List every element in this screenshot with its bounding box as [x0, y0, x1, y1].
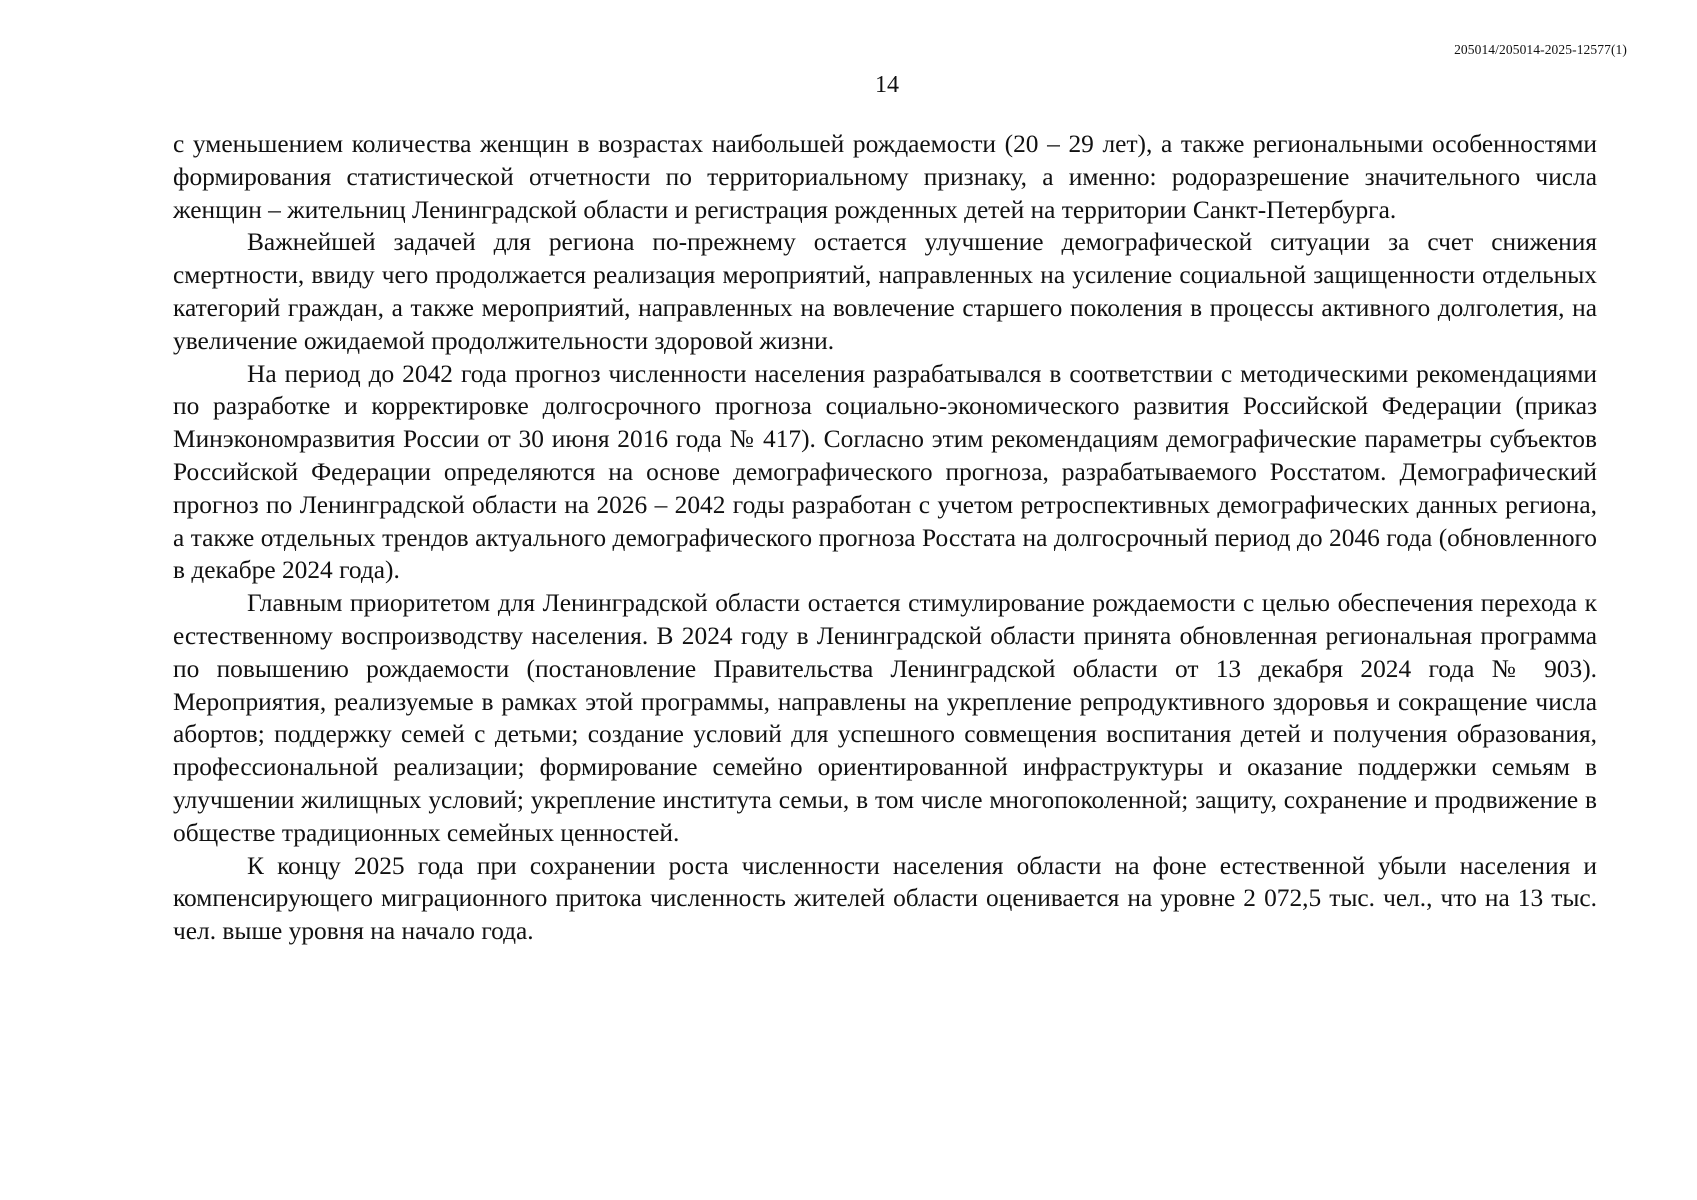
- document-body: [173, 128, 1597, 948]
- page-number: 14: [875, 72, 899, 98]
- paragraph-population-forecast: На период до 2042 года прогноз численности населения разрабатывался в соответствии с методическими рекомендациями по разработке и корректировке долгосрочного прогноза социально-экономического развития Российской Федерации (приказ Минэкономразвития России от 30 июня 2016 года № 417). Согласно этим рекомендациям демографические параметры субъектов Российской Федерации определяются на основе демографического прогноза, разрабатываемого Росстатом. Демографический прогноз по Ленинградской области на 2026 – 2042 годы разработан с учетом ретроспективных демографических данных региона, а также отдельных трендов актуального демографического прогноза Росстата на долгосрочный период до 2046 года (обновленного в декабре 2024 года).: [173, 359, 1597, 585]
- paragraph-continuation: с уменьшением количества женщин в возрастах наибольшей рождаемости (20 – 29 лет), а также региональными особенностями формирования статистической отчетности по территориальному признаку, а именно: родоразрешение значительного числа женщин – жительниц Ленинградской области и регистрация рожденных детей на территории Санкт-Петербурга.: [173, 130, 1597, 224]
- document-id: 205014/205014-2025-12577(1): [1454, 42, 1627, 57]
- paragraph-birth-rate-priority: Главным приоритетом для Ленинградской области остается стимулирование рождаемости с целью обеспечения перехода к естественному воспроизводству населения. В 2024 году в Ленинградской области принята обновленная региональная программа по повышению рождаемости (постановление Правительства Ленинградской области от 13 декабря 2024 года № 903). Мероприятия, реализуемые в рамках этой программы, направлены на укрепление репродуктивного здоровья и сокращение числа абортов; поддержку семей с детьми; создание условий для успешного совмещения воспитания детей и получения образования, профессиональной реализации; формирование семейно ориентированной инфраструктуры и оказание поддержки семьям в улучшении жилищных условий; укрепление института семьи, в том числе многопоколенной; защиту, сохранение и продвижение в обществе традиционных семейных ценностей.: [173, 589, 1597, 847]
- paragraph-population-estimate: К концу 2025 года при сохранении роста численности населения области на фоне естественной убыли населения и компенсирующего миграционного притока численность жителей области оценивается на уровне 2 072,5 тыс. чел., что на 13 тыс. чел. выше уровня на начало года.: [173, 851, 1597, 946]
- paragraph-mortality: Важнейшей задачей для региона по-прежнему остается улучшение демографической ситуации за счет снижения смертности, ввиду чего продолжается реализация мероприятий, направленных на усиление социальной защищенности отдельных категорий граждан, а также мероприятий, направленных на вовлечение старшего поколения в процессы активного долголетия, на увеличение ожидаемой продолжительности здоровой жизни.: [173, 228, 1597, 355]
